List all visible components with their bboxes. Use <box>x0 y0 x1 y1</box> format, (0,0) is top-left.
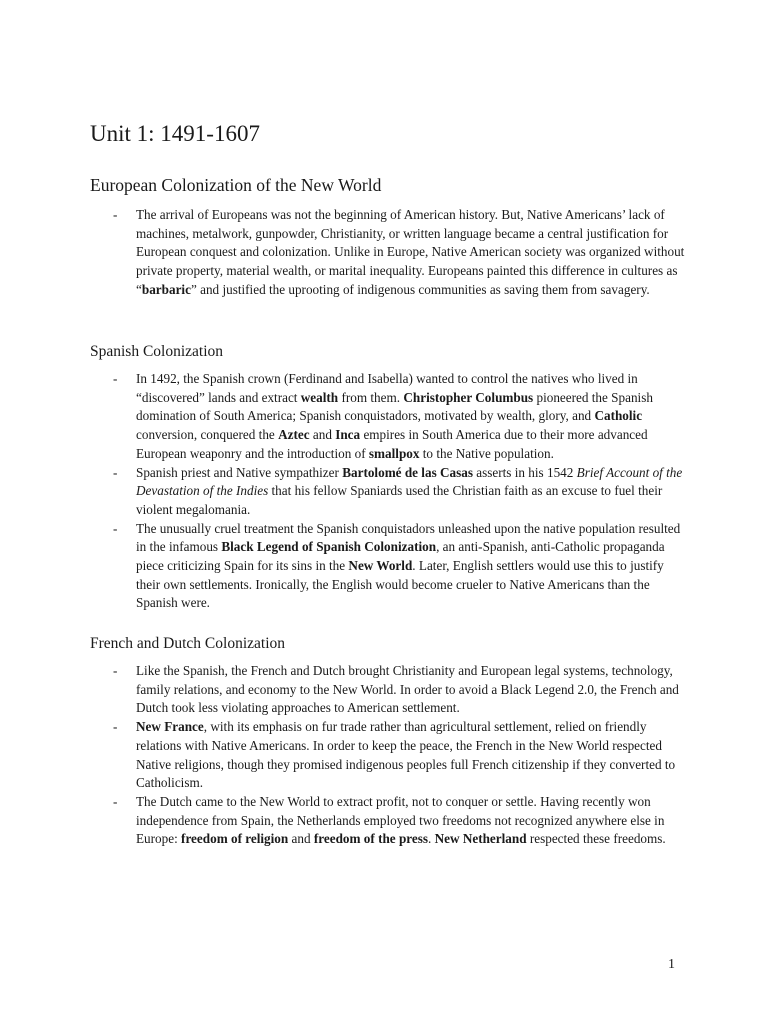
bullet-item <box>90 718 690 793</box>
bold-term: smallpox <box>368 445 420 461</box>
text-run: The arrival of Europeans was not the beginning of American history. But, Native Americans’ lack of machines, metalwork, gunpowder, Christianity, or written language became a central justification for European conquest and colonization. Unlike in Europe, Native American society was organized without private property, material wealth, or marital inequality. Europeans painted this difference in cultures as “ <box>136 207 685 297</box>
bold-term: freedom of religion <box>181 831 289 847</box>
text-run: pioneered the Spanish domination of South America; Spanish conquistadors, motivated by wealth, glory, and <box>136 389 653 424</box>
text-run: , with its emphasis on fur trade rather than agricultural settlement, relied on friendly relations with Native Americans. In order to keep the peace, the French in the New World respected Native religions, though they promised indigenous peoples full French citizenship if they converted to Catholicism. <box>136 719 676 791</box>
bold-term: wealth <box>300 389 339 405</box>
text-run: ” and justified the uprooting of indigenous communities as saving them from savagery. <box>190 281 650 297</box>
bullet-dash: - <box>113 663 118 678</box>
bullet-item <box>90 793 690 849</box>
text-run: . <box>428 831 435 847</box>
bullet-dash: - <box>113 793 118 809</box>
bullet-item <box>90 206 690 300</box>
bold-term: barbaric <box>141 281 191 297</box>
bold-term: Inca <box>335 427 361 443</box>
bold-term: Aztec <box>278 427 310 443</box>
text-run: asserts in his 1542 <box>472 464 577 480</box>
bullet-dash: - <box>113 371 118 386</box>
unit-title: Unit 1: 1491-1607 <box>90 121 260 146</box>
bullet-list <box>90 662 690 849</box>
bold-term: Christopher Columbus <box>403 389 534 405</box>
bold-term: New France <box>136 719 204 735</box>
text-run: . Later, English settlers would use this to justify their own settlements. Ironically, the English would become crueler to Native Americans than the Spanish were. <box>136 558 664 611</box>
text-run: In 1492, the Spanish crown (Ferdinand and Isabella) wanted to control the natives who lived in “discovered” lands and extract <box>136 371 638 405</box>
bold-term: Bartolomé de las Casas <box>342 464 473 480</box>
section-french-dutch-colonization <box>90 633 690 849</box>
section-heading: Spanish Colonization <box>90 343 224 360</box>
bullet-list <box>90 370 690 613</box>
text-run: , an anti-Spanish, anti-Catholic propaganda piece criticizing Spain for its sins in the <box>136 539 665 574</box>
section-spanish-colonization <box>90 341 690 613</box>
bold-term: New World <box>348 558 413 574</box>
bold-term: Catholic <box>594 408 643 424</box>
text-run: The Dutch came to the New World to extract profit, not to conquer or settle. Having recently won independence from Spain, the Netherlands employed two freedoms not recognized anywhere else in Europe: <box>136 793 665 847</box>
bold-term: freedom of the press <box>313 831 429 847</box>
bullet-item <box>90 520 690 614</box>
bullet-dash: - <box>113 464 118 480</box>
bullet-list <box>90 206 690 300</box>
bullet-dash: - <box>113 520 118 536</box>
text-run: and <box>309 427 336 443</box>
bullet-item <box>90 662 690 718</box>
bullet-item <box>90 464 690 520</box>
bold-term: Black Legend of Spanish Colonization <box>221 539 437 555</box>
bullet-dash: - <box>113 207 118 222</box>
section-european-colonization <box>90 174 690 300</box>
italic-title: Brief Account of the Devastation of the Indies <box>136 464 683 499</box>
text-run: empires in South America due to their more advanced European weaponry and the introduction of <box>136 427 648 461</box>
bullet-item <box>90 370 690 464</box>
bullet-dash: - <box>113 719 118 735</box>
text-run: conversion, conquered the <box>136 427 279 443</box>
text-run: The unusually cruel treatment the Spanish conquistadors unleashed upon the native population resulted in the infamous <box>136 520 681 555</box>
text-run: Like the Spanish, the French and Dutch brought Christianity and European legal systems, technology, family relations, and economy to the New World. In order to avoid a Black Legend 2.0, the French and Dutch took less violating approaches to American settlement. <box>136 663 679 716</box>
text-run: from them. <box>338 389 404 405</box>
text-run: to the Native population. <box>419 445 554 461</box>
section-heading: European Colonization of the New World <box>90 175 382 195</box>
text-run: Spanish priest and Native sympathizer <box>136 464 343 480</box>
page-number: 1 <box>668 957 675 972</box>
text-run: that his fellow Spaniards used the Christian faith as an excuse to fuel their violent megalomania. <box>136 483 663 517</box>
section-heading: French and Dutch Colonization <box>90 635 285 652</box>
text-run: respected these freedoms. <box>526 831 666 847</box>
text-run: and <box>288 831 314 847</box>
bold-term: New Netherland <box>434 831 527 847</box>
